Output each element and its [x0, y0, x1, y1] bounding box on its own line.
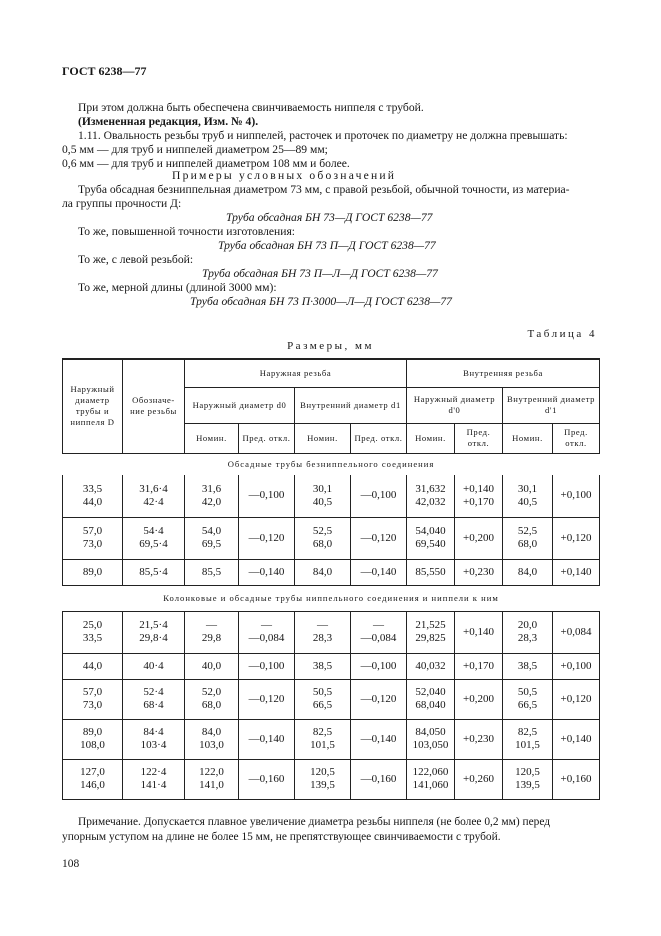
table-cell: 44,0 [63, 653, 123, 679]
table-cell: 52,5 68,0 [295, 517, 351, 559]
table-cell: 84·4 103·4 [123, 719, 185, 759]
table-cell: 21,525 29,825 [407, 611, 455, 653]
table-cell: — 28,3 [295, 611, 351, 653]
table-cell: +0,230 [455, 719, 503, 759]
header-nominal: Номин. [185, 423, 239, 453]
table-cell: 82,5 101,5 [295, 719, 351, 759]
dimensions-table [62, 358, 600, 800]
table-cell: —0,120 [239, 679, 295, 719]
paragraph-line: То же, с левой резьбой: [78, 253, 194, 266]
table-cell: 122·4 141·4 [123, 759, 185, 799]
header-outer-diameter: Наружный диаметр трубы и ниппеля D [63, 359, 123, 453]
table-cell: —0,160 [239, 759, 295, 799]
table-cell: 33,5 44,0 [63, 475, 123, 517]
amendment-note: (Измененная редакция, Изм. № 4). [78, 115, 259, 128]
table-cell: —0,140 [239, 719, 295, 759]
table-cell: — 29,8 [185, 611, 239, 653]
table-cell: +0,120 [553, 517, 600, 559]
table-cell: 122,0 141,0 [185, 759, 239, 799]
table-cell: 38,5 [295, 653, 351, 679]
table-cell: 54,0 69,5 [185, 517, 239, 559]
table-row [63, 475, 600, 517]
table-cell: +0,084 [553, 611, 600, 653]
table-cell: +0,200 [455, 679, 503, 719]
header-tolerance: Пред. откл. [239, 423, 295, 453]
section-heading: Колонковые и обсадные трубы ниппельного соединения и ниппели к ним [63, 585, 600, 611]
section-heading: Обсадные трубы безниппельного соединения [227, 458, 435, 469]
paragraph-line: При этом должна быть обеспечена свинчиваемость ниппеля с трубой. [78, 101, 424, 114]
header-tolerance: Пред. откл. [455, 423, 503, 453]
table-cell: 21,5·4 29,8·4 [123, 611, 185, 653]
table-cell: +0,100 [553, 653, 600, 679]
designation-example: Труба обсадная БН 73 П·3000—Л—Д ГОСТ 6238—77 [190, 295, 452, 308]
table-cell: —0,120 [351, 679, 407, 719]
clause-1-11: 1.11. Овальность резьбы труб и ниппелей, расточек и проточек по диаметру не должна превышать: [78, 129, 568, 142]
header-outer-thread-id: Внутренний диаметр d1 [295, 387, 407, 423]
paragraph-line: 0,5 мм — для труб и ниппелей диаметром 25—89 мм; [62, 143, 328, 156]
table-cell: 30,1 40,5 [295, 475, 351, 517]
table-cell: 57,0 73,0 [63, 679, 123, 719]
table-cell: 84,050 103,050 [407, 719, 455, 759]
header-nominal: Номин. [295, 423, 351, 453]
table-cell: 31,6·4 42·4 [123, 475, 185, 517]
designation-example: Труба обсадная БН 73 П—Д ГОСТ 6238—77 [218, 239, 436, 252]
header-inner-thread-od: Наружный диаметр d'0 [407, 387, 503, 423]
table-cell: +0,160 [553, 759, 600, 799]
table-cell: +0,170 [455, 653, 503, 679]
table-cell: 85,5 [185, 559, 239, 585]
table-cell: 89,0 108,0 [63, 719, 123, 759]
table-cell: 20,0 28,3 [503, 611, 553, 653]
designation-example: Труба обсадная БН 73 П—Л—Д ГОСТ 6238—77 [202, 267, 438, 280]
table-row [63, 517, 600, 559]
header-outer-thread-od: Наружный диаметр d0 [185, 387, 295, 423]
table-cell: 84,0 103,0 [185, 719, 239, 759]
table-cell: +0,200 [455, 517, 503, 559]
table-cell: —0,140 [351, 719, 407, 759]
table-cell: 89,0 [63, 559, 123, 585]
table-cell: 82,5 101,5 [503, 719, 553, 759]
table-cell: — —0,084 [239, 611, 295, 653]
table-label: Таблица 4 [527, 328, 597, 340]
table-row [63, 679, 600, 719]
table-cell: 57,0 73,0 [63, 517, 123, 559]
table-cell: 84,0 [295, 559, 351, 585]
paragraph-line: То же, повышенной точности изготовления: [78, 225, 296, 238]
table-cell: +0,260 [455, 759, 503, 799]
table-cell: —0,100 [351, 653, 407, 679]
header-inner-thread: Внутренняя резьба [407, 359, 600, 387]
header-outer-thread: Наружная резьба [185, 359, 407, 387]
table-cell: —0,140 [351, 559, 407, 585]
table-cell: +0,140 +0,170 [455, 475, 503, 517]
table-cell: —0,120 [239, 517, 295, 559]
table-cell: 120,5 139,5 [295, 759, 351, 799]
table-cell: 52,0 68,0 [185, 679, 239, 719]
designation-example: Труба обсадная БН 73—Д ГОСТ 6238—77 [226, 211, 433, 224]
document-header: ГОСТ 6238—77 [62, 64, 147, 78]
table-cell: 40·4 [123, 653, 185, 679]
table-note [62, 815, 550, 845]
header-thread-designation: Обозначе-ние резьбы [123, 359, 185, 453]
table-cell: 38,5 [503, 653, 553, 679]
table-cell: 122,060 141,060 [407, 759, 455, 799]
table-cell: 40,032 [407, 653, 455, 679]
table-row [63, 759, 600, 799]
paragraph-line: То же, мерной длины (длиной 3000 мм): [78, 281, 277, 294]
table-cell: —0,140 [239, 559, 295, 585]
table-row [63, 611, 600, 653]
header-tolerance: Пред. откл. [553, 423, 600, 453]
table-cell: 120,5 139,5 [503, 759, 553, 799]
note-line: упорным уступом на длине не более 15 мм, не препятствующее свинчиваемости с трубой. [62, 831, 501, 843]
table-cell: 52,5 68,0 [503, 517, 553, 559]
table-cell: —0,120 [351, 517, 407, 559]
note-line: Примечание. Допускается плавное увеличение диаметра резьбы ниппеля (не более 0,2 мм) перед [78, 816, 551, 828]
paragraph-line: 0,6 мм — для труб и ниппелей диаметром 108 мм и более. [62, 157, 350, 170]
table-cell: 25,0 33,5 [63, 611, 123, 653]
table-cell: +0,140 [553, 559, 600, 585]
header-nominal: Номин. [503, 423, 553, 453]
table-cell: 50,5 66,5 [503, 679, 553, 719]
table-cell: 30,1 40,5 [503, 475, 553, 517]
table-cell: +0,140 [455, 611, 503, 653]
table-cell: 54·4 69,5·4 [123, 517, 185, 559]
table-cell: 31,6 42,0 [185, 475, 239, 517]
header-nominal: Номин. [407, 423, 455, 453]
header-tolerance: Пред. откл. [351, 423, 407, 453]
examples-heading: Примеры условных обозначений [172, 169, 397, 182]
table-cell: +0,100 [553, 475, 600, 517]
table-cell: —0,100 [239, 475, 295, 517]
table-caption: Размеры, мм [287, 340, 374, 352]
table-row [63, 559, 600, 585]
table-cell: 40,0 [185, 653, 239, 679]
table-cell: 50,5 66,5 [295, 679, 351, 719]
table-cell: — —0,084 [351, 611, 407, 653]
table-row [63, 653, 600, 679]
table-cell: 85,550 [407, 559, 455, 585]
paragraph-line: Труба обсадная безниппельная диаметром 73 мм, с правой резьбой, обычной точности, из материа- [78, 183, 570, 196]
page-number: 108 [62, 858, 80, 870]
table-cell: 85,5·4 [123, 559, 185, 585]
table-cell: +0,230 [455, 559, 503, 585]
table-cell: 31,632 42,032 [407, 475, 455, 517]
table-cell: 54,040 69,540 [407, 517, 455, 559]
table-cell: 127,0 146,0 [63, 759, 123, 799]
header-inner-thread-id: Внутренний диаметр d'1 [503, 387, 600, 423]
table-cell: —0,100 [239, 653, 295, 679]
table-cell: —0,100 [351, 475, 407, 517]
paragraph-line: ла группы прочности Д: [62, 197, 182, 210]
table-cell: +0,120 [553, 679, 600, 719]
table-cell: 84,0 [503, 559, 553, 585]
table-row [63, 719, 600, 759]
table-cell: 52,040 68,040 [407, 679, 455, 719]
table-cell: 52·4 68·4 [123, 679, 185, 719]
table-cell: —0,160 [351, 759, 407, 799]
table-cell: +0,140 [553, 719, 600, 759]
